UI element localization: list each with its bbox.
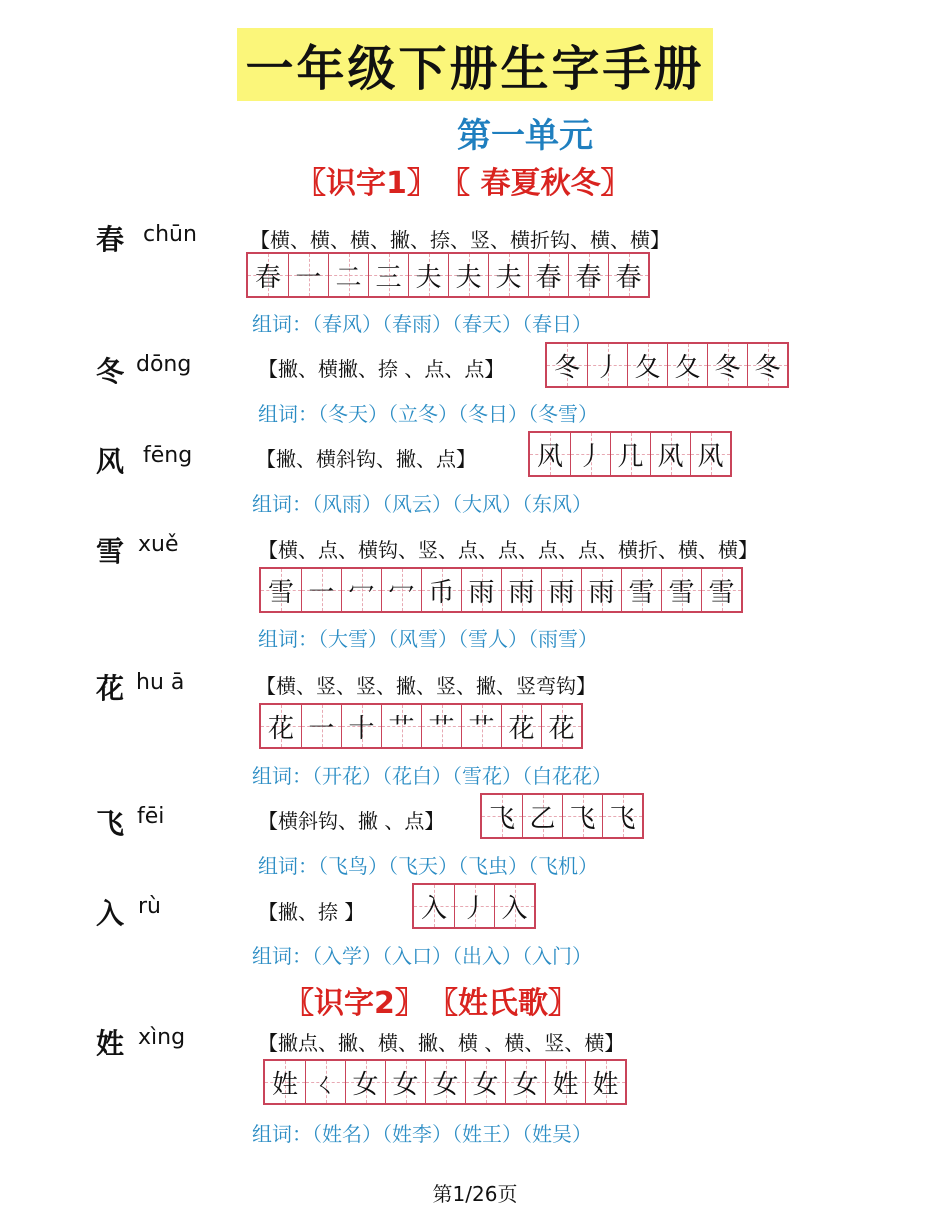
stroke-boxes-dong [545, 342, 789, 388]
stroke-box: 丿 [587, 344, 627, 386]
stroke-box: 花 [541, 705, 581, 747]
stroke-box: 冬 [747, 344, 787, 386]
char-chun: 春 [96, 223, 125, 256]
strokes-xue: 【横、点、横钩、竖、点、点、点、点、横折、横、横】 [258, 538, 758, 562]
stroke-box: 女 [465, 1061, 505, 1103]
stroke-boxes-xue [259, 567, 743, 613]
stroke-box: 入 [494, 885, 534, 927]
stroke-box: 雨 [581, 569, 621, 611]
stroke-box: 春 [608, 254, 648, 296]
stroke-boxes-chun [246, 252, 650, 298]
stroke-box: 二 [328, 254, 368, 296]
stroke-box: 冖 [341, 569, 381, 611]
stroke-box: 风 [690, 433, 730, 475]
stroke-box: 姓 [585, 1061, 625, 1103]
stroke-box: 一 [301, 569, 341, 611]
stroke-box: 飞 [562, 795, 602, 837]
stroke-boxes-hua [259, 703, 583, 749]
stroke-boxes-feng [528, 431, 732, 477]
stroke-boxes-fei [480, 793, 644, 839]
stroke-box: 币 [421, 569, 461, 611]
stroke-box: 飞 [602, 795, 642, 837]
page-number: 第1/26页 [432, 1182, 518, 1206]
stroke-box: 雪 [621, 569, 661, 611]
stroke-box: ㄑ [305, 1061, 345, 1103]
stroke-box: 雪 [661, 569, 701, 611]
stroke-box: 女 [505, 1061, 545, 1103]
strokes-ru: 【撇、捺 】 [258, 900, 365, 924]
stroke-box: 乙 [522, 795, 562, 837]
stroke-box: 花 [501, 705, 541, 747]
pinyin-feng: fēng [143, 443, 193, 468]
pinyin-dong: dōng [136, 352, 192, 377]
stroke-box: 花 [261, 705, 301, 747]
pinyin-fei: fēi [137, 804, 165, 829]
words-xue: 组词：（大雪）（风雪）（雪人）（雨雪） [258, 627, 598, 651]
page-title-wrap [0, 28, 950, 101]
strokes-chun: 【横、横、横、撇、捺、竖、横折钩、横、横】 [250, 228, 670, 252]
strokes-feng: 【撇、横斜钩、撇、点】 [256, 447, 476, 471]
words-fei: 组词：（飞鸟）（飞天）（飞虫）（飞机） [258, 854, 598, 878]
stroke-box: 春 [568, 254, 608, 296]
stroke-box: 春 [248, 254, 288, 296]
lesson-2-label: 〖识字2〗 [284, 986, 425, 1021]
stroke-box: 艹 [461, 705, 501, 747]
page-title: 一年级下册生字手册 [237, 28, 712, 101]
stroke-box: 丿 [570, 433, 610, 475]
stroke-box: 几 [610, 433, 650, 475]
stroke-box: 艹 [381, 705, 421, 747]
stroke-box: 冬 [707, 344, 747, 386]
lesson-1-name: 〖 春夏秋冬〗 [440, 166, 631, 201]
char-ru: 入 [96, 897, 125, 930]
words-dong: 组词：（冬天）（立冬）（冬日）（冬雪） [258, 402, 598, 426]
stroke-box: 入 [414, 885, 454, 927]
char-feng: 风 [96, 445, 125, 478]
stroke-box: 雨 [461, 569, 501, 611]
stroke-box: 姓 [545, 1061, 585, 1103]
pinyin-ru: rù [138, 894, 161, 919]
stroke-box: 夫 [408, 254, 448, 296]
stroke-box: 夫 [488, 254, 528, 296]
stroke-box: 夂 [667, 344, 707, 386]
stroke-box: 女 [425, 1061, 465, 1103]
stroke-boxes-ru [412, 883, 536, 929]
pinyin-chun: chūn [143, 222, 197, 247]
char-xing: 姓 [96, 1027, 125, 1060]
strokes-hua: 【横、竖、竖、撇、竖、撇、竖弯钩】 [256, 674, 596, 698]
stroke-box: 夫 [448, 254, 488, 296]
words-xing: 组词：（姓名）（姓李）（姓王）（姓吴） [252, 1122, 592, 1146]
words-feng: 组词：（风雨）（风云）（大风）（东风） [252, 492, 592, 516]
words-chun: 组词：（春风）（春雨）（春天）（春日） [252, 312, 592, 336]
stroke-box: 女 [385, 1061, 425, 1103]
stroke-boxes-xing [263, 1059, 627, 1105]
stroke-box: 姓 [265, 1061, 305, 1103]
pinyin-xing: xìng [138, 1025, 186, 1050]
stroke-box: 一 [301, 705, 341, 747]
stroke-box: 春 [528, 254, 568, 296]
lesson-2-name: 〖姓氏歌〗 [428, 986, 578, 1021]
stroke-box: 艹 [421, 705, 461, 747]
pinyin-xue: xuě [138, 532, 179, 557]
stroke-box: 十 [341, 705, 381, 747]
words-hua: 组词：（开花）（花白）（雪花）（白花花） [252, 764, 612, 788]
stroke-box: 夂 [627, 344, 667, 386]
words-ru: 组词：（入学）（入口）（出入）（入门） [252, 944, 592, 968]
unit-title: 第一单元 [457, 116, 593, 156]
stroke-box: 冖 [381, 569, 421, 611]
stroke-box: 风 [530, 433, 570, 475]
lesson-1-label: 〖识字1〗 [296, 166, 437, 201]
stroke-box: 飞 [482, 795, 522, 837]
stroke-box: 冬 [547, 344, 587, 386]
char-hua: 花 [96, 672, 125, 705]
char-dong: 冬 [96, 355, 125, 388]
stroke-box: 雨 [501, 569, 541, 611]
stroke-box: 一 [288, 254, 328, 296]
stroke-box: 三 [368, 254, 408, 296]
stroke-box: 女 [345, 1061, 385, 1103]
strokes-xing: 【撇点、撇、横、撇、横 、横、竖、横】 [258, 1031, 625, 1055]
char-fei: 飞 [96, 807, 125, 840]
stroke-box: 丿 [454, 885, 494, 927]
strokes-dong: 【撇、横撇、捺 、点、点】 [258, 357, 505, 381]
stroke-box: 雨 [541, 569, 581, 611]
char-xue: 雪 [96, 535, 125, 568]
strokes-fei: 【横斜钩、撇 、点】 [258, 809, 445, 833]
pinyin-hua: hu ā [136, 670, 185, 695]
stroke-box: 雪 [701, 569, 741, 611]
stroke-box: 雪 [261, 569, 301, 611]
stroke-box: 风 [650, 433, 690, 475]
